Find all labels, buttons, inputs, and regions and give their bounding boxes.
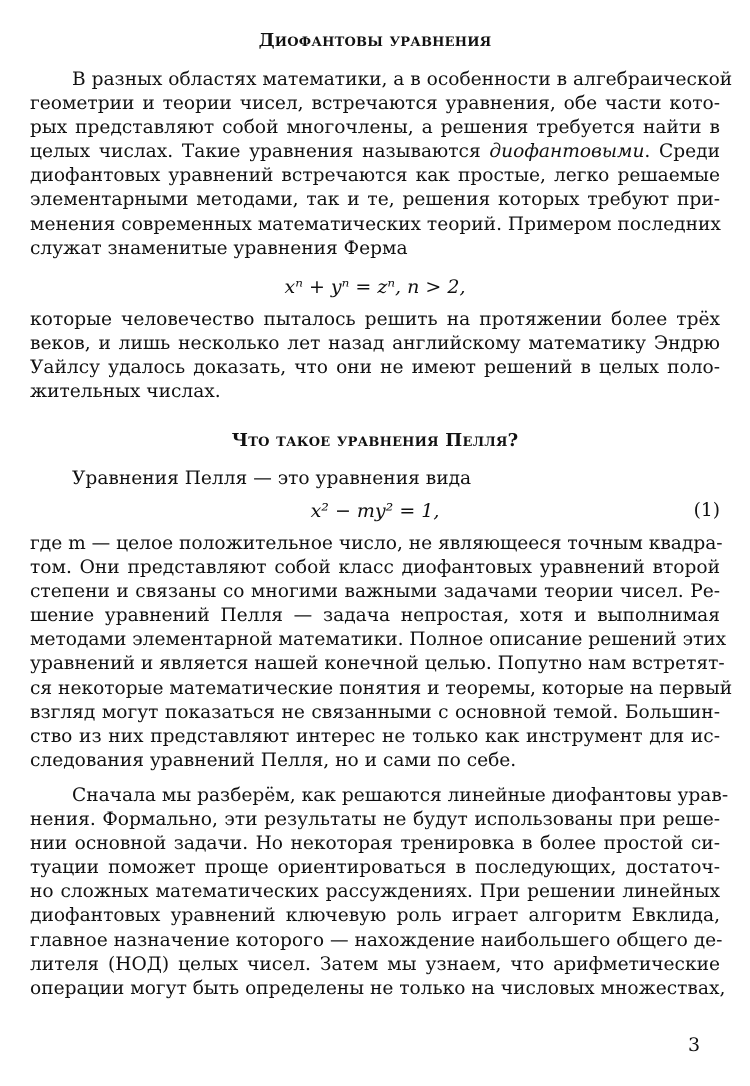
text-line: шение уравнений Пелля — задача непростая, хотя и выполнимая [30,605,720,627]
text-line: которые человечество пыталось решить на протяжении более трёх [30,309,720,330]
text-fragment: . Среди [644,141,721,163]
section-title-diophantine: Диофантовы уравнения [258,30,492,51]
text-line: элементарными методами, так и те, решения которых требуют при- [30,189,720,211]
text-line: методами элементарной математики. Полное описание решений этих [30,629,727,651]
text-line: том. Они представляют собой класс диофантовых уравнений второй [30,557,720,579]
text-line: туации поможет проще ориентироваться в последующих, достаточ- [30,857,720,879]
italic-term: диофантовыми [489,141,645,163]
text-line: служат знаменитые уравнения Ферма [30,237,408,259]
paragraph-pell-intro [30,467,720,491]
text-line: операции могут быть определены не только на числовых множествах, [30,977,726,999]
text-line: геометрии и теории чисел, встречаются уравнения, обе части кото- [30,93,720,115]
paragraph-pell-description [30,532,733,773]
text-line: следования уравнений Пелля, но и сами по себе. [30,749,517,771]
paragraph-linear-diophantine [30,784,729,1001]
text-line: ся некоторые математические понятия и теоремы, которые на первый [30,677,733,699]
section-title-pell: Что такое уравнения Пелля? [231,430,519,451]
text-line-with-italic [30,140,720,164]
text-line: диофантовых уравнений встречаются как простые, легко решаемые [30,165,720,187]
text-line: но сложных математических рассуждениях. При решении линейных [30,881,720,903]
text-line: Уравнения Пелля — это уравнения вида [72,468,472,489]
text-line: степени и связаны со многими важными задачами теории чисел. Ре- [30,581,720,603]
text-line: ство из них представляют интерес не только как инструмент для ис- [30,725,720,747]
text-line: В разных областях математики, а в особенности в алгебраической [72,69,733,90]
paragraph-fermat-history [30,308,720,404]
text-line: лителя (НОД) целых чисел. Затем мы узнаем, что арифметические [30,953,720,975]
text-line: жительных числах. [30,381,221,403]
text-line: где m — целое положительное число, не являющееся точным квадра- [30,533,723,554]
text-line: рых представляют собой многочлены, а решения требуется найти в [30,117,720,139]
text-line: взгляд могут показаться не связанными с основной темой. Большин- [30,701,720,723]
text-line: уравнений и является нашей конечной целью. Попутно нам встретят- [30,653,725,675]
text-line: веков, и лишь несколько лет назад английскому математику Эндрю [30,333,720,355]
text-line: нения. Формально, эти результаты не будут использованы при реше- [30,809,720,831]
formula-fermat: xⁿ + yⁿ = zⁿ, n > 2, [284,276,466,298]
formula-pell [30,500,720,522]
text-line: главное назначение которого — нахождение наибольшего общего де- [30,929,723,951]
paragraph-diophantine-intro [30,68,733,261]
text-line: нии основной задачи. Но некоторая тренировка в более простой си- [30,833,720,855]
page-number: 3 [688,1034,701,1056]
text-line: менения современных математических теорий. Примером последних [30,213,721,235]
equation-number: (1) [693,500,720,521]
text-line: Сначала мы разберём, как решаются линейные диофантовы урав- [72,785,729,806]
text-line: Уайлсу удалось доказать, что они не имеют решений в целых поло- [30,357,720,379]
text-fragment: целых числах. Такие уравнения называются [30,141,490,163]
text-line: диофантовых уравнений ключевую роль играет алгоритм Евклида, [30,905,720,927]
formula-pell-text: x² − my² = 1, [310,500,440,522]
